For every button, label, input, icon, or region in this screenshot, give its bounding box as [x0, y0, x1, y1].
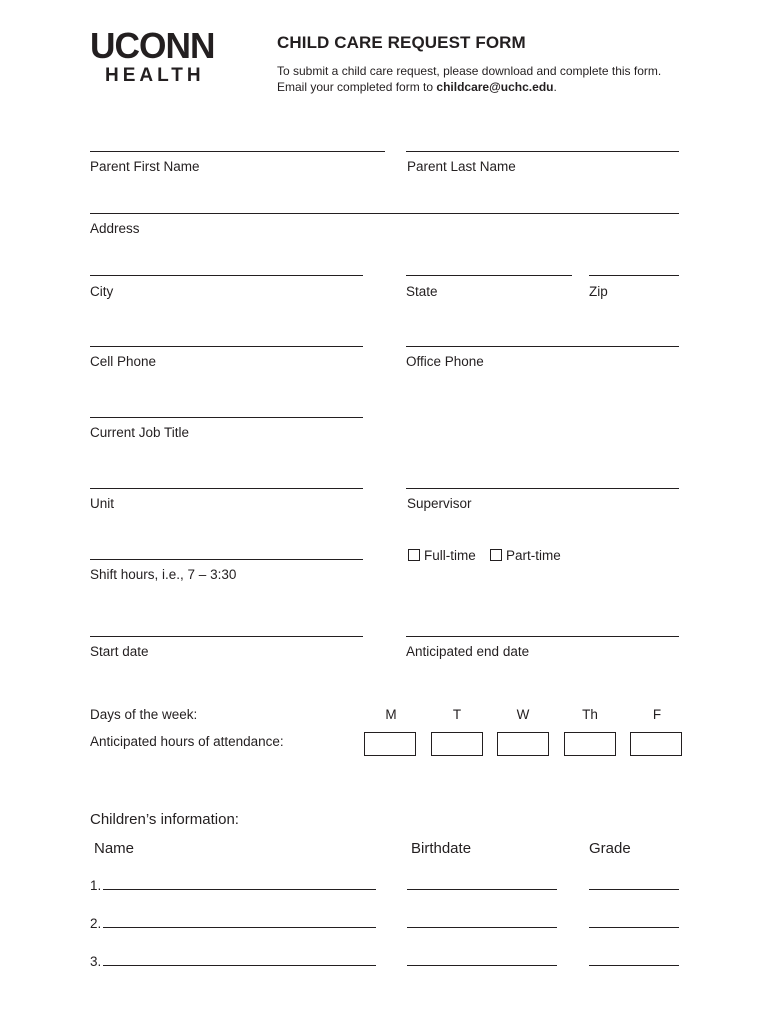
logo-health: HEALTH	[105, 65, 205, 86]
child-2-name-field[interactable]	[103, 927, 376, 928]
day-label-mon: M	[385, 707, 397, 722]
zip-label: Zip	[589, 284, 608, 299]
state-label: State	[406, 284, 438, 299]
unit-label: Unit	[90, 496, 115, 511]
part-time-checkbox[interactable]	[490, 549, 502, 561]
day-label-wed: W	[516, 707, 530, 722]
child-row-number: 3.	[90, 954, 102, 969]
children-col-grade: Grade	[589, 840, 631, 857]
child-2-birthdate-field[interactable]	[407, 927, 557, 928]
intro-line-1: To submit a child care request, please download and complete this form.	[277, 64, 662, 78]
hours-box-fri[interactable]	[630, 732, 682, 756]
child-3-name-field[interactable]	[103, 965, 376, 966]
cell-phone-field[interactable]	[90, 346, 363, 347]
child-3-birthdate-field[interactable]	[407, 965, 557, 966]
intro-line-2	[277, 80, 557, 94]
state-field[interactable]	[406, 275, 572, 276]
logo-uconn: UCONN	[90, 25, 215, 66]
children-section-title: Children’s information:	[90, 811, 239, 828]
email-link[interactable]: childcare@uchc.edu	[436, 80, 554, 94]
hours-box-wed[interactable]	[497, 732, 549, 756]
end-date-field[interactable]	[406, 636, 679, 637]
intro-prefix: Email your completed form to	[277, 80, 437, 94]
full-time-option[interactable]	[408, 548, 476, 564]
parent-last-name-field[interactable]	[406, 151, 679, 152]
children-col-birthdate: Birthdate	[411, 840, 472, 857]
child-row-number: 1.	[90, 878, 102, 893]
job-title-field[interactable]	[90, 417, 363, 418]
end-date-label: Anticipated end date	[406, 644, 530, 659]
part-time-label: Part-time	[506, 548, 561, 563]
shift-hours-label: Shift hours, i.e., 7 – 3:30	[90, 567, 237, 582]
start-date-field[interactable]	[90, 636, 363, 637]
full-time-label: Full-time	[424, 548, 476, 563]
start-date-label: Start date	[90, 644, 149, 659]
unit-field[interactable]	[90, 488, 363, 489]
day-label-fri: F	[652, 707, 662, 722]
parent-last-name-label: Parent Last Name	[407, 159, 516, 174]
hours-box-mon[interactable]	[364, 732, 416, 756]
day-label-thu: Th	[582, 707, 598, 722]
supervisor-label: Supervisor	[407, 496, 472, 511]
office-phone-label: Office Phone	[406, 354, 484, 369]
supervisor-field[interactable]	[406, 488, 679, 489]
shift-hours-field[interactable]	[90, 559, 363, 560]
hours-box-tue[interactable]	[431, 732, 483, 756]
child-1-grade-field[interactable]	[589, 889, 679, 890]
hours-box-thu[interactable]	[564, 732, 616, 756]
office-phone-field[interactable]	[406, 346, 679, 347]
job-title-label: Current Job Title	[90, 425, 190, 440]
parent-first-name-field[interactable]	[90, 151, 385, 152]
child-2-grade-field[interactable]	[589, 927, 679, 928]
address-label: Address	[90, 221, 140, 236]
days-of-week-label: Days of the week:	[90, 707, 198, 722]
child-row-number: 2.	[90, 916, 102, 931]
child-3-grade-field[interactable]	[589, 965, 679, 966]
address-field[interactable]	[90, 213, 679, 214]
page-title: CHILD CARE REQUEST FORM	[277, 33, 526, 52]
zip-field[interactable]	[589, 275, 679, 276]
full-time-checkbox[interactable]	[408, 549, 420, 561]
city-field[interactable]	[90, 275, 363, 276]
cell-phone-label: Cell Phone	[90, 354, 157, 369]
child-1-birthdate-field[interactable]	[407, 889, 557, 890]
child-1-name-field[interactable]	[103, 889, 376, 890]
intro-suffix: .	[553, 80, 557, 94]
part-time-option[interactable]	[490, 548, 561, 564]
children-col-name: Name	[94, 840, 135, 857]
day-label-tue: T	[452, 707, 462, 722]
hours-attendance-label: Anticipated hours of attendance:	[90, 734, 284, 749]
city-label: City	[90, 284, 114, 299]
parent-first-name-label: Parent First Name	[90, 159, 200, 174]
